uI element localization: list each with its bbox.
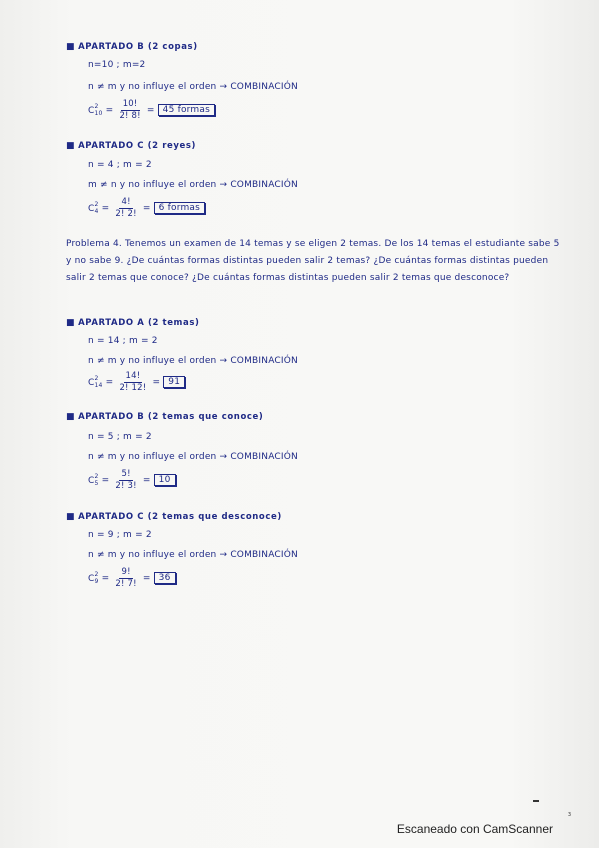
section-b2-heading: ■ APARTADO B (2 temas que conoce) bbox=[66, 412, 264, 422]
section-c-heading: ■ APARTADO C (2 reyes) bbox=[66, 141, 196, 151]
section-c-mark: ■ bbox=[66, 141, 76, 151]
ink-smudge bbox=[533, 800, 539, 802]
equals-sign: = bbox=[101, 203, 113, 214]
section-c-formula bbox=[88, 198, 205, 218]
equals-sign: = bbox=[101, 573, 113, 584]
result-box: 6 formas bbox=[154, 202, 205, 214]
result-box: 10 bbox=[154, 474, 176, 486]
section-c2-formula bbox=[88, 568, 176, 588]
fraction: $\frac{4!}{2! 2!}$ bbox=[115, 197, 137, 219]
section-a-formula bbox=[88, 372, 185, 392]
equals-sign: = bbox=[152, 377, 164, 388]
equals-sign: = bbox=[101, 475, 113, 486]
problem-4-statement: Problema 4. Tenemos un examen de 14 temas y se eligen 2 temas. De los 14 temas el estudiante sabe 5 y no sabe 9. ¿De cuántas formas distintas pueden salir 2 temas? ¿De cuántas formas distintas pueden salir 2 temas que conoce? ¿De cuántas formas distintas pueden salir 2 temas que desconoce? bbox=[66, 239, 560, 283]
result-box: 91 bbox=[163, 376, 185, 388]
scanner-watermark: Escaneado con CamScanner bbox=[396, 822, 553, 836]
combination-symbol: $C^2_5$ bbox=[88, 472, 99, 487]
section-b2-mark: ■ bbox=[66, 412, 76, 422]
equals-sign: = bbox=[105, 105, 117, 116]
combination-symbol: $C^2_{14}$ bbox=[88, 374, 103, 389]
equals-sign: = bbox=[142, 573, 154, 584]
page-number: 3 bbox=[567, 812, 571, 818]
section-a-heading: ■ APARTADO A (2 temas) bbox=[66, 318, 200, 328]
section-a-values: n = 14 ; m = 2 bbox=[88, 336, 158, 346]
section-b-reasoning: n ≠ m y no influye el orden → COMBINACIÓN bbox=[88, 82, 298, 92]
section-b-formula bbox=[88, 100, 215, 120]
section-b2-formula bbox=[88, 470, 176, 490]
combination-symbol: $C^2_4$ bbox=[88, 200, 99, 215]
section-b-mark: ■ bbox=[66, 42, 76, 52]
equals-sign: = bbox=[142, 203, 154, 214]
section-c2-reasoning: n ≠ m y no influye el orden → COMBINACIÓN bbox=[88, 550, 298, 560]
equals-sign: = bbox=[142, 475, 154, 486]
section-c-reasoning: m ≠ n y no influye el orden → COMBINACIÓN bbox=[88, 180, 298, 190]
section-b2-values: n = 5 ; m = 2 bbox=[88, 432, 152, 442]
section-a-mark: ■ bbox=[66, 318, 76, 328]
combination-symbol: $C^2_{10}$ bbox=[88, 102, 103, 117]
result-box: 36 bbox=[154, 572, 176, 584]
section-c-values: n = 4 ; m = 2 bbox=[88, 160, 152, 170]
section-c2-mark: ■ bbox=[66, 512, 76, 522]
fraction: $\frac{5!}{2! 3!}$ bbox=[115, 469, 137, 491]
section-c2-heading: ■ APARTADO C (2 temas que desconoce) bbox=[66, 512, 282, 522]
combination-symbol: $C^2_9$ bbox=[88, 570, 99, 585]
section-a-reasoning: n ≠ m y no influye el orden → COMBINACIÓN bbox=[88, 356, 298, 366]
section-b-heading: ■ APARTADO B (2 copas) bbox=[66, 42, 198, 52]
result-box: 45 formas bbox=[158, 104, 215, 116]
fraction: $\frac{9!}{2! 7!}$ bbox=[115, 567, 137, 589]
section-b2-reasoning: n ≠ m y no influye el orden → COMBINACIÓN bbox=[88, 452, 298, 462]
fraction: $\frac{10!}{2! 8!}$ bbox=[119, 99, 141, 121]
section-c2-values: n = 9 ; m = 2 bbox=[88, 530, 152, 540]
section-b-values: n=10 ; m=2 bbox=[88, 60, 146, 70]
equals-sign: = bbox=[146, 105, 158, 116]
equals-sign: = bbox=[105, 377, 117, 388]
fraction: $\frac{14!}{2! 12!}$ bbox=[119, 371, 147, 393]
